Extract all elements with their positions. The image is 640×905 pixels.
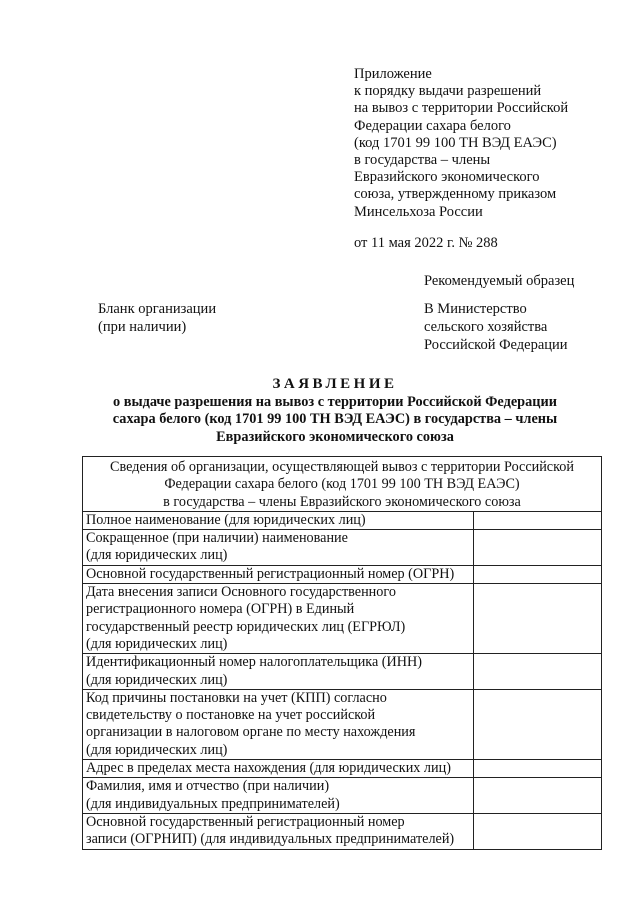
- row-value-field[interactable]: [473, 654, 601, 690]
- row-value-field[interactable]: [473, 778, 601, 814]
- row-label-line: Адрес в пределах места нахождения (для юридических лиц): [86, 760, 451, 777]
- table-header-line: в государства – члены Евразийского экономического союза: [163, 493, 521, 510]
- addressee-line: Российской Федерации: [424, 337, 568, 353]
- organization-blank: [98, 300, 216, 336]
- row-label-line: регистрационного номера (ОГРН) в Единый: [86, 601, 355, 618]
- row-label: [83, 565, 474, 583]
- row-label-line: (для юридических лиц): [86, 671, 228, 688]
- row-label: [83, 654, 474, 690]
- appendix-line: (код 1701 99 100 ТН ВЭД ЕАЭС): [354, 134, 557, 151]
- table-row: [83, 689, 602, 759]
- row-value-field[interactable]: [473, 760, 601, 778]
- row-label-line: государственный реестр юридических лиц (ЕГРЮЛ): [86, 618, 406, 635]
- row-label-line: Полное наименование (для юридических лиц): [86, 511, 366, 528]
- table-row: [83, 565, 602, 583]
- appendix-line: Минсельхоза России: [354, 203, 483, 220]
- row-label-line: Сокращенное (при наличии) наименование: [86, 530, 348, 547]
- row-value-field[interactable]: [473, 813, 601, 849]
- application-form-table: [82, 456, 602, 850]
- row-label: [83, 760, 474, 778]
- appendix-line: союза, утвержденному приказом: [354, 186, 557, 203]
- appendix-line: Приложение: [354, 66, 432, 82]
- document-title: ЗАЯВЛЕНИЕ: [272, 376, 398, 392]
- table-row: [83, 530, 602, 566]
- row-value-field[interactable]: [473, 584, 601, 654]
- table-row: [83, 584, 602, 654]
- document-subtitle: [70, 394, 600, 446]
- row-label: [83, 813, 474, 849]
- row-label-line: Фамилия, имя и отчество (при наличии): [86, 778, 330, 795]
- row-label: [83, 530, 474, 566]
- table-header-line: Сведения об организации, осуществляющей вывоз с территории Российской: [110, 459, 574, 475]
- subtitle-line: о выдаче разрешения на вывоз с территории Российской Федерации: [113, 394, 557, 410]
- row-label-line: (для индивидуальных предпринимателей): [86, 795, 340, 812]
- appendix-block: [354, 66, 624, 252]
- table-row: [83, 511, 602, 529]
- organization-blank-line: Бланк организации: [98, 301, 217, 317]
- table-header-line: Федерации сахара белого (код 1701 99 100 ТН ВЭД ЕАЭС): [164, 476, 520, 493]
- row-label-line: свидетельству о постановке на учет российской: [86, 707, 376, 724]
- order-reference: от 11 мая 2022 г. № 288: [354, 234, 498, 251]
- table-row: [83, 760, 602, 778]
- addressee-block: [424, 300, 568, 354]
- row-label-line: (для юридических лиц): [86, 741, 228, 758]
- row-value-field[interactable]: [473, 530, 601, 566]
- appendix-line: к порядку выдачи разрешений: [354, 83, 542, 100]
- row-label-line: Основной государственный регистрационный номер (ОГРН): [86, 565, 455, 582]
- table-header-row: [83, 457, 602, 512]
- row-label-line: Идентификационный номер налогоплательщика (ИНН): [86, 654, 422, 671]
- subtitle-line: сахара белого (код 1701 99 100 ТН ВЭД ЕАЭС) в государства – члены: [112, 411, 558, 428]
- row-label-line: организации в налоговом органе по месту нахождения: [86, 724, 416, 741]
- appendix-line: на вывоз с территории Российской: [354, 100, 569, 117]
- table-header-cell: [83, 457, 602, 512]
- appendix-line: в государства – члены: [354, 152, 491, 169]
- table-row: [83, 778, 602, 814]
- table-row: [83, 654, 602, 690]
- row-label: [83, 689, 474, 759]
- row-label-line: записи (ОГРНИП) (для индивидуальных предпринимателей): [86, 831, 455, 848]
- row-value-field[interactable]: [473, 689, 601, 759]
- row-label-line: Основной государственный регистрационный номер: [86, 813, 405, 830]
- row-label: [83, 584, 474, 654]
- organization-blank-line: (при наличии): [98, 319, 187, 335]
- row-label: [83, 778, 474, 814]
- appendix-line: Федерации сахара белого: [354, 117, 511, 134]
- row-label-line: (для юридических лиц): [86, 635, 228, 652]
- addressee-line: В Министерство: [424, 301, 527, 317]
- row-label-line: (для юридических лиц): [86, 547, 228, 564]
- row-label-line: Дата внесения записи Основного государственного: [86, 584, 396, 601]
- appendix-line: Евразийского экономического: [354, 169, 540, 186]
- subtitle-line: Евразийского экономического союза: [216, 428, 454, 445]
- addressee-line: сельского хозяйства: [424, 319, 548, 335]
- row-label: [83, 511, 474, 529]
- table-row: [83, 813, 602, 849]
- row-label-line: Код причины постановки на учет (КПП) согласно: [86, 689, 387, 706]
- row-value-field[interactable]: [473, 511, 601, 529]
- row-value-field[interactable]: [473, 565, 601, 583]
- sample-label: Рекомендуемый образец: [424, 273, 575, 289]
